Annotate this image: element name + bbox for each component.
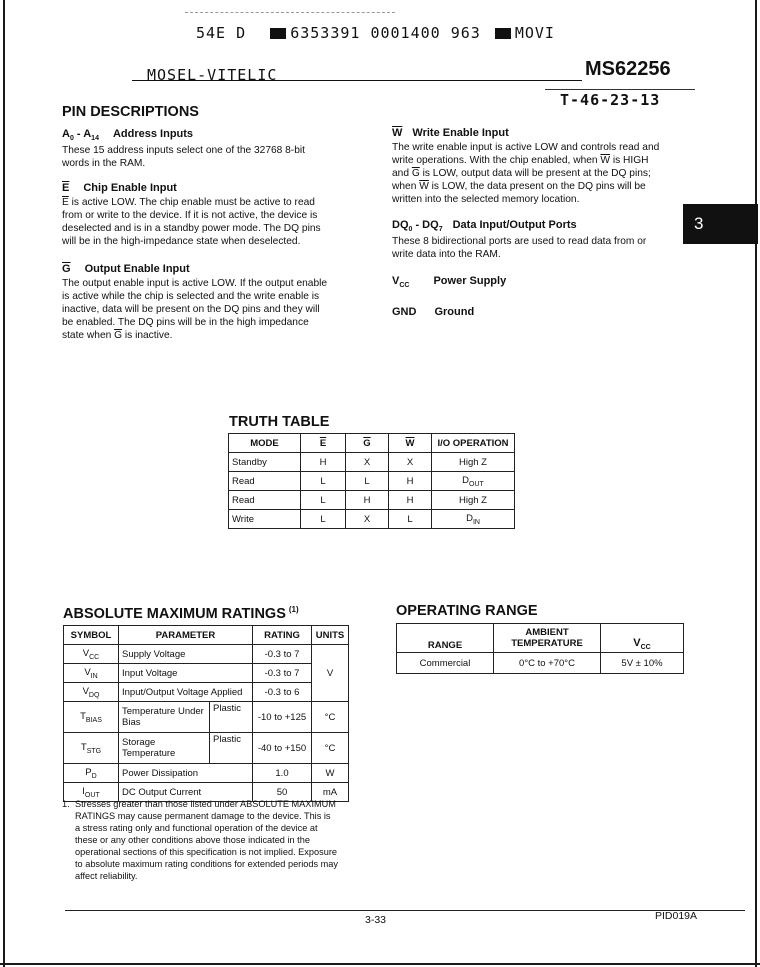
abs-max-table [63, 625, 349, 802]
lot-code-line: 54E D 6353391 0001400 963 MOVI [196, 24, 555, 42]
chip-enable-section: $\overline{E}$ Chip Enable Input $\overline{E}$ is active LOW. The chip enable must be active to read from or write to the device. If it is not active, the device is deselected and is in a standby power mode. The DQ pins will be in the high-impedance state when deselected. [62, 182, 321, 247]
abs-max-title: ABSOLUTE MAXIMUM RATINGS $^{(1)}$ [63, 605, 299, 622]
table-row: $V_{CC}$ Supply Voltage -0.3 to 7 V [64, 645, 349, 664]
gnd-pin: GND Ground [392, 306, 475, 318]
operating-range-table [396, 623, 684, 674]
output-enable-section: $\overline{G}$ Output Enable Input The output enable input is active LOW. If the output enable is active while the chip is selected and the write enable is inactive, data will be present on the DQ pins and they will be enabled. The DQ pins will be in the high impedance state when $\overline{G}$ is inactive. [62, 263, 328, 341]
section-tab: 3 [683, 204, 758, 244]
col-mode: MODE [229, 434, 301, 453]
table-row: $V_{IN}$ Input Voltage -0.3 to 7 [64, 664, 349, 683]
col-io-operation: I/O OPERATION [432, 434, 515, 453]
table-row: Standby H X X High Z [229, 453, 515, 472]
dq-section: $DQ_0 - DQ_7$ Data Input/Output Ports These 8 bidirectional ports are used to read data from or write data into the RAM. [392, 219, 647, 261]
table-row: Write L X L $D_{IN}$ [229, 510, 515, 529]
col-g: $\overline{G}$ [346, 434, 389, 453]
table-row: $T_{STG}$ Storage Temperature Plastic -40 to +150 °C [64, 733, 349, 764]
abs-max-footnote: 1. Stresses greater than those listed under ABSOLUTE MAXIMUM RATINGS may cause permanent damage to the device. This is a stress rating only and functional operation of the device at these or any other conditions above those indicated in the operational sections of this specification is not implied. Exposure to absolute maximum rating conditions for extended periods may affect reliability. [62, 799, 339, 881]
table-header-row: RANGE AMBIENT TEMPERATURE $V_{CC}$ [397, 624, 684, 653]
truth-table-title: TRUTH TABLE [229, 414, 330, 430]
footer-rule [65, 910, 745, 911]
company-name: MOSEL-VITELIC [147, 66, 278, 84]
col-w: $\overline{W}$ [389, 434, 432, 453]
address-inputs-section: $A_0 - A_{14}$ Address Inputs These 15 address inputs select one of the 32768 8-bit words in the RAM. [62, 128, 305, 170]
t-code: T-46-23-13 [560, 91, 661, 109]
table-row: $P_D$ Power Dissipation 1.0 W [64, 764, 349, 783]
table-row: Read L L H $D_{OUT}$ [229, 472, 515, 491]
scan-border-left [3, 0, 5, 967]
scan-mark [185, 12, 395, 14]
document-id: PID019A [655, 910, 698, 922]
table-row: Read L H H High Z [229, 491, 515, 510]
truth-table [228, 433, 515, 529]
col-e: $\overline{E}$ [301, 434, 346, 453]
scan-border-bottom [0, 963, 760, 965]
page-number: 3-33 [365, 914, 387, 926]
table-header-row [229, 434, 515, 453]
scan-border-right [755, 0, 757, 967]
t-code-rule [545, 89, 695, 90]
table-row: $V_{DQ}$ Input/Output Voltage Applied -0.3 to 6 [64, 683, 349, 702]
pin-descriptions-title: PIN DESCRIPTIONS [62, 104, 199, 120]
table-row: Commercial 0°C to +70°C 5V ± 10% [397, 653, 684, 674]
table-row: $I_{OUT}$ DC Output Current 50 mA [64, 783, 349, 802]
table-header-row: SYMBOL PARAMETER RATING UNITS [64, 626, 349, 645]
operating-range-title: OPERATING RANGE [396, 603, 538, 619]
write-enable-section: $\overline{W}$ Write Enable Input The write enable input is active LOW and controls read and write operations. With the chip enabled, when $\overline{W}$ is HIGH and $\overline{G}$ is LOW, output data will be present at the DQ pins; when $\overline{W}$ is LOW, the data present on the DQ pins will be written into the selected memory location. [392, 127, 660, 205]
vcc-pin: $V_{CC}$ Power Supply [392, 275, 507, 290]
table-row: $T_{BIAS}$ Temperature Under Bias Plastic -10 to +125 °C [64, 702, 349, 733]
part-number: MS62256 [585, 58, 671, 80]
